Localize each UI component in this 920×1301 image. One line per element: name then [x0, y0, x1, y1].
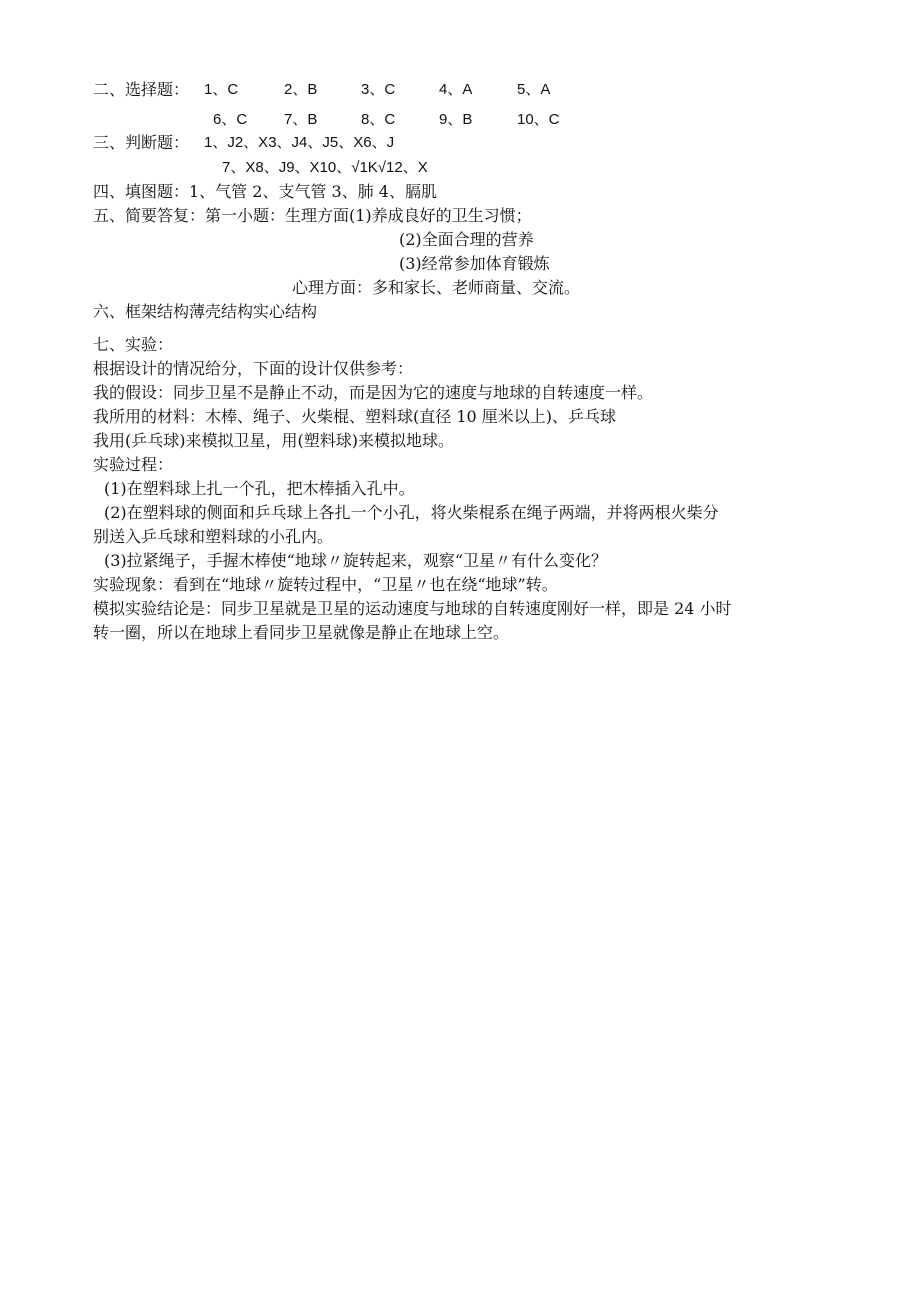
structure-answers: 六、框架结构薄壳结构实心结构 [93, 302, 318, 321]
choice-answer-9: 9、B [439, 111, 473, 128]
judge-answers-line1: 1、J2、X3、J4、J5、X6、J [204, 134, 395, 151]
experiment-conclusion-line2: 转一圈，所以在地球上看同步卫星就像是静止在地球上空。 [93, 623, 510, 642]
choice-answer-7: 7、B [284, 111, 318, 128]
choice-answer-5: 5、A [517, 81, 551, 98]
choice-section-label: 二、选择题： [93, 80, 190, 99]
experiment-model: 我用(乒乓球)来模拟卫星，用(塑料球)来模拟地球。 [93, 431, 454, 450]
choice-answer-1: 1、C [204, 81, 239, 98]
experiment-step-1: (1)在塑料球上扎一个孔，把木棒插入孔中。 [104, 479, 415, 498]
judge-section-label: 三、判断题： [93, 133, 190, 152]
choice-answer-4: 4、A [439, 81, 473, 98]
experiment-title: 七、实验： [93, 335, 174, 354]
short-answer-line2: (2)全面合理的营养 [399, 230, 534, 249]
choice-answer-2: 2、B [284, 81, 318, 98]
choice-answer-3: 3、C [361, 81, 396, 98]
choice-answer-8: 8、C [361, 111, 396, 128]
experiment-step-2-line2: 别送入乒乓球和塑料球的小孔内。 [93, 527, 334, 546]
experiment-hypothesis: 我的假设：同步卫星不是静止不动，而是因为它的速度与地球的自转速度一样。 [93, 383, 654, 402]
choice-answer-10: 10、C [517, 111, 560, 128]
experiment-intro: 根据设计的情况给分，下面的设计仅供参考： [93, 359, 414, 378]
short-answer-line4: 心理方面：多和家长、老师商量、交流。 [292, 278, 581, 297]
short-answer-line3: (3)经常参加体育锻炼 [399, 254, 550, 273]
experiment-step-2-line1: (2)在塑料球的侧面和乒乓球上各扎一个小孔，将火柴棍系在绳子两端，并将两根火柴分 [104, 503, 719, 522]
experiment-process-title: 实验过程： [93, 455, 174, 474]
experiment-conclusion-line1: 模拟实验结论是：同步卫星就是卫星的运动速度与地球的自转速度刚好一样，即是 24 小时 [93, 599, 732, 618]
experiment-materials: 我所用的材料：木棒、绳子、火柴棍、塑料球(直径 10 厘米以上)、乒乓球 [93, 407, 617, 426]
judge-answers-line2: 7、X8、J9、X10、√1K√12、X [222, 159, 428, 176]
fill-diagram-answers: 四、填图题：1、气管 2、支气管 3、肺 4、膈肌 [93, 182, 437, 201]
experiment-step-3: (3)拉紧绳子，手握木棒使“地球〃旋转起来，观察“卫星〃有什么变化？ [104, 551, 608, 570]
choice-answer-6: 6、C [213, 111, 248, 128]
short-answer-line1: 五、简要答复：第一小题：生理方面(1)养成良好的卫生习惯； [93, 206, 532, 225]
experiment-phenomenon: 实验现象：看到在“地球〃旋转过程中，“卫星〃也在绕“地球”转。 [93, 575, 558, 594]
